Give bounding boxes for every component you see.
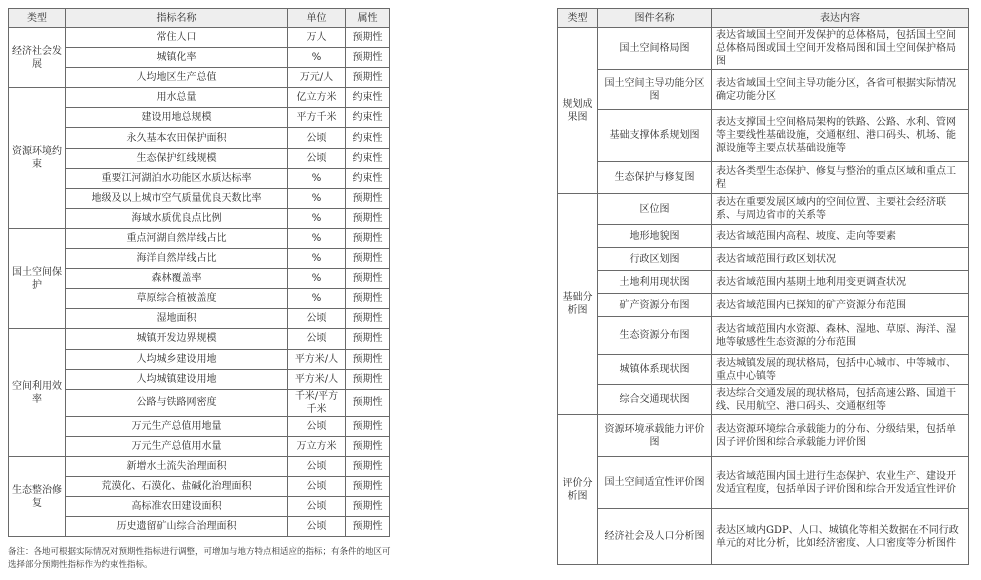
map-list-table [557, 8, 969, 565]
header-map-name: 图件名称 [598, 9, 712, 28]
indicator-unit: 万人 [288, 28, 346, 48]
table-row [558, 294, 969, 317]
map-list-table-header [558, 9, 969, 28]
table-row [558, 509, 969, 565]
header-content: 表达内容 [712, 9, 969, 28]
header-type: 类型 [9, 9, 66, 28]
indicator-attribute: 预期性 [346, 517, 390, 537]
indicator-unit: 万元/人 [288, 68, 346, 88]
map-content: 表达城镇发展的现状格局，包括中心城市、中等城市、重点中心镇等 [712, 355, 969, 385]
indicator-name: 海洋自然岸线占比 [66, 249, 288, 269]
indicator-attribute: 约束性 [346, 168, 390, 188]
indicator-unit: % [288, 208, 346, 228]
indicator-unit: 平方米/人 [288, 369, 346, 389]
table-row [9, 369, 390, 389]
indicator-attribute: 预期性 [346, 349, 390, 369]
indicator-name: 万元生产总值用地量 [66, 416, 288, 436]
table-row [9, 188, 390, 208]
table-row [558, 28, 969, 70]
table-row [9, 476, 390, 496]
indicator-attribute: 约束性 [346, 148, 390, 168]
map-content: 表达省域范围内已探知的矿产资源分布范围 [712, 294, 969, 317]
category-cell: 经济社会发展 [9, 28, 66, 88]
table-row [558, 385, 969, 415]
map-content: 表达支撑国土空间格局架构的铁路、公路、水利、管网等主要线性基础设施，交通枢纽、港口码头、机场、能源设施等主要点状基础设施等 [712, 110, 969, 162]
indicator-attribute: 约束性 [346, 128, 390, 148]
indicator-attribute: 预期性 [346, 456, 390, 476]
indicator-unit: 平方米/人 [288, 349, 346, 369]
indicator-attribute: 预期性 [346, 228, 390, 248]
indicator-name: 城镇化率 [66, 48, 288, 68]
table-row [9, 208, 390, 228]
map-name: 区位图 [598, 194, 712, 225]
table-row [9, 108, 390, 128]
indicator-attribute: 约束性 [346, 108, 390, 128]
table-row [9, 128, 390, 148]
category-cell: 生态整治修复 [9, 456, 66, 536]
category-cell: 空间利用效率 [9, 329, 66, 456]
indicator-name: 历史遗留矿山综合治理面积 [66, 517, 288, 537]
map-content: 表达省域国土空间主导功能分区，各省可根据实际情况确定功能分区 [712, 70, 969, 110]
indicator-attribute: 预期性 [346, 309, 390, 329]
indicator-name: 湿地面积 [66, 309, 288, 329]
category-cell: 基础分析图 [558, 194, 598, 415]
indicator-name: 荒漠化、石漠化、盐碱化治理面积 [66, 476, 288, 496]
table-row [558, 110, 969, 162]
table-row [558, 415, 969, 457]
map-name: 基础支撑体系规划图 [598, 110, 712, 162]
table-row [558, 70, 969, 110]
table-row [9, 497, 390, 517]
indicator-unit: 公顷 [288, 416, 346, 436]
table-row [9, 269, 390, 289]
map-name: 城镇体系现状图 [598, 355, 712, 385]
indicator-attribute: 预期性 [346, 389, 390, 416]
indicator-attribute: 预期性 [346, 416, 390, 436]
indicator-name: 草原综合植被盖度 [66, 289, 288, 309]
indicator-unit: % [288, 188, 346, 208]
table-row [9, 68, 390, 88]
table-row [9, 389, 390, 416]
map-content: 表达综合交通发展的现状格局，包括高速公路、国道干线、民用航空、港口码头、交通枢纽等 [712, 385, 969, 415]
category-cell: 资源环境约束 [9, 88, 66, 229]
map-name: 地形地貌图 [598, 225, 712, 248]
indicator-unit: 公顷 [288, 128, 346, 148]
table-row [558, 162, 969, 194]
category-cell: 国土空间保护 [9, 228, 66, 328]
indicator-unit: 千米/平方千米 [288, 389, 346, 416]
indicator-unit: 公顷 [288, 309, 346, 329]
indicator-name: 人均城乡建设用地 [66, 349, 288, 369]
table-row [558, 457, 969, 509]
indicator-attribute: 预期性 [346, 249, 390, 269]
table-row [558, 355, 969, 385]
indicator-name: 新增水土流失治理面积 [66, 456, 288, 476]
indicator-name: 人均城镇建设用地 [66, 369, 288, 389]
indicator-unit: 公顷 [288, 456, 346, 476]
map-name: 生态保护与修复图 [598, 162, 712, 194]
table-row [558, 248, 969, 271]
map-name: 生态资源分布图 [598, 317, 712, 355]
indicator-name: 重要江河湖泊水功能区水质达标率 [66, 168, 288, 188]
category-cell: 规划成果图 [558, 28, 598, 194]
indicator-unit: 公顷 [288, 517, 346, 537]
table-row [9, 28, 390, 48]
header-attribute: 属性 [346, 9, 390, 28]
map-content: 表达省域范围内基期土地利用变更调查状况 [712, 271, 969, 294]
map-content: 表达省域范围内水资源、森林、湿地、草原、海洋、湿地等敏感性生态资源的分布范围 [712, 317, 969, 355]
indicator-name: 城镇开发边界规模 [66, 329, 288, 349]
indicator-unit: 万立方米 [288, 436, 346, 456]
header-type: 类型 [558, 9, 598, 28]
table-row [9, 309, 390, 329]
indicator-unit: % [288, 168, 346, 188]
indicator-attribute: 预期性 [346, 188, 390, 208]
table-row [9, 517, 390, 537]
table-row [9, 416, 390, 436]
indicator-unit: % [288, 269, 346, 289]
indicator-attribute: 预期性 [346, 436, 390, 456]
indicator-unit: 公顷 [288, 476, 346, 496]
map-content: 表达省域范围内国土进行生态保护、农业生产、建设开发适宜程度，包括单因子评价图和综合开发适宜性评价 [712, 457, 969, 509]
indicator-attribute: 预期性 [346, 208, 390, 228]
indicator-name: 常住人口 [66, 28, 288, 48]
map-name: 国土空间格局图 [598, 28, 712, 70]
indicator-attribute: 预期性 [346, 289, 390, 309]
map-content: 表达各类型生态保护、修复与整治的重点区域和重点工程 [712, 162, 969, 194]
indicator-unit: 公顷 [288, 497, 346, 517]
footnote: 备注：各地可根据实际情况对预期性指标进行调整，可增加与地方特点相适应的指标；有条件的地区可选择部分预期性指标作为约束性指标。 [8, 547, 391, 570]
indicator-name: 建设用地总规模 [66, 108, 288, 128]
table-row [9, 329, 390, 349]
indicator-unit: % [288, 48, 346, 68]
table-row [9, 249, 390, 269]
map-content: 表达省域范围内高程、坡度、走向等要素 [712, 225, 969, 248]
map-name: 资源环境承载能力评价图 [598, 415, 712, 457]
table-row [9, 456, 390, 476]
header-indicator-name: 指标名称 [66, 9, 288, 28]
indicator-attribute: 预期性 [346, 48, 390, 68]
indicator-attribute: 预期性 [346, 28, 390, 48]
indicator-attribute: 预期性 [346, 68, 390, 88]
table-row [9, 148, 390, 168]
map-content: 表达省域范围行政区划状况 [712, 248, 969, 271]
table-row [9, 228, 390, 248]
indicator-attribute: 约束性 [346, 88, 390, 108]
indicator-unit: % [288, 228, 346, 248]
indicator-attribute: 预期性 [346, 369, 390, 389]
indicator-attribute: 预期性 [346, 329, 390, 349]
indicator-unit: 平方千米 [288, 108, 346, 128]
map-name: 国土空间适宜性评价图 [598, 457, 712, 509]
indicator-unit: 亿立方米 [288, 88, 346, 108]
map-name: 行政区划图 [598, 248, 712, 271]
map-content: 表达省域国土空间开发保护的总体格局，包括国土空间总体格局图或国土空间开发格局图和国土空间保护格局图 [712, 28, 969, 70]
category-cell: 评价分析图 [558, 415, 598, 565]
indicator-table [8, 8, 390, 537]
indicator-unit: % [288, 289, 346, 309]
map-content: 表达区域内GDP、人口、城镇化等相关数据在不同行政单元的对比分析，比如经济密度、人口密度等分析图件 [712, 509, 969, 565]
indicator-attribute: 预期性 [346, 476, 390, 496]
map-name: 矿产资源分布图 [598, 294, 712, 317]
table-row [558, 225, 969, 248]
map-content: 表达在重要发展区域内的空间位置、主要社会经济联系、与周边省市的关系等 [712, 194, 969, 225]
table-row [558, 271, 969, 294]
indicator-unit: % [288, 249, 346, 269]
map-name: 土地利用现状图 [598, 271, 712, 294]
table-row [9, 88, 390, 108]
indicator-unit: 公顷 [288, 148, 346, 168]
indicator-name: 生态保护红线规模 [66, 148, 288, 168]
indicator-attribute: 预期性 [346, 497, 390, 517]
indicator-name: 高标准农田建设面积 [66, 497, 288, 517]
indicator-name: 公路与铁路网密度 [66, 389, 288, 416]
indicator-name: 地级及以上城市空气质量优良天数比率 [66, 188, 288, 208]
indicator-unit: 公顷 [288, 329, 346, 349]
map-name: 国土空间主导功能分区图 [598, 70, 712, 110]
table-row [9, 289, 390, 309]
table-row [9, 436, 390, 456]
indicator-name: 万元生产总值用水量 [66, 436, 288, 456]
indicator-name: 用水总量 [66, 88, 288, 108]
indicator-name: 人均地区生产总值 [66, 68, 288, 88]
map-content: 表达资源环境综合承载能力的分布、分级结果，包括单因子评价图和综合承载能力评价图 [712, 415, 969, 457]
map-name: 经济社会及人口分析图 [598, 509, 712, 565]
map-name: 综合交通现状图 [598, 385, 712, 415]
header-unit: 单位 [288, 9, 346, 28]
indicator-name: 永久基本农田保护面积 [66, 128, 288, 148]
indicator-attribute: 预期性 [346, 269, 390, 289]
indicator-table-header [9, 9, 390, 28]
table-row [9, 168, 390, 188]
table-row [558, 317, 969, 355]
table-row [9, 349, 390, 369]
indicator-name: 森林覆盖率 [66, 269, 288, 289]
table-row [558, 194, 969, 225]
indicator-name: 重点河湖自然岸线占比 [66, 228, 288, 248]
indicator-name: 海域水质优良点比例 [66, 208, 288, 228]
table-row [9, 48, 390, 68]
